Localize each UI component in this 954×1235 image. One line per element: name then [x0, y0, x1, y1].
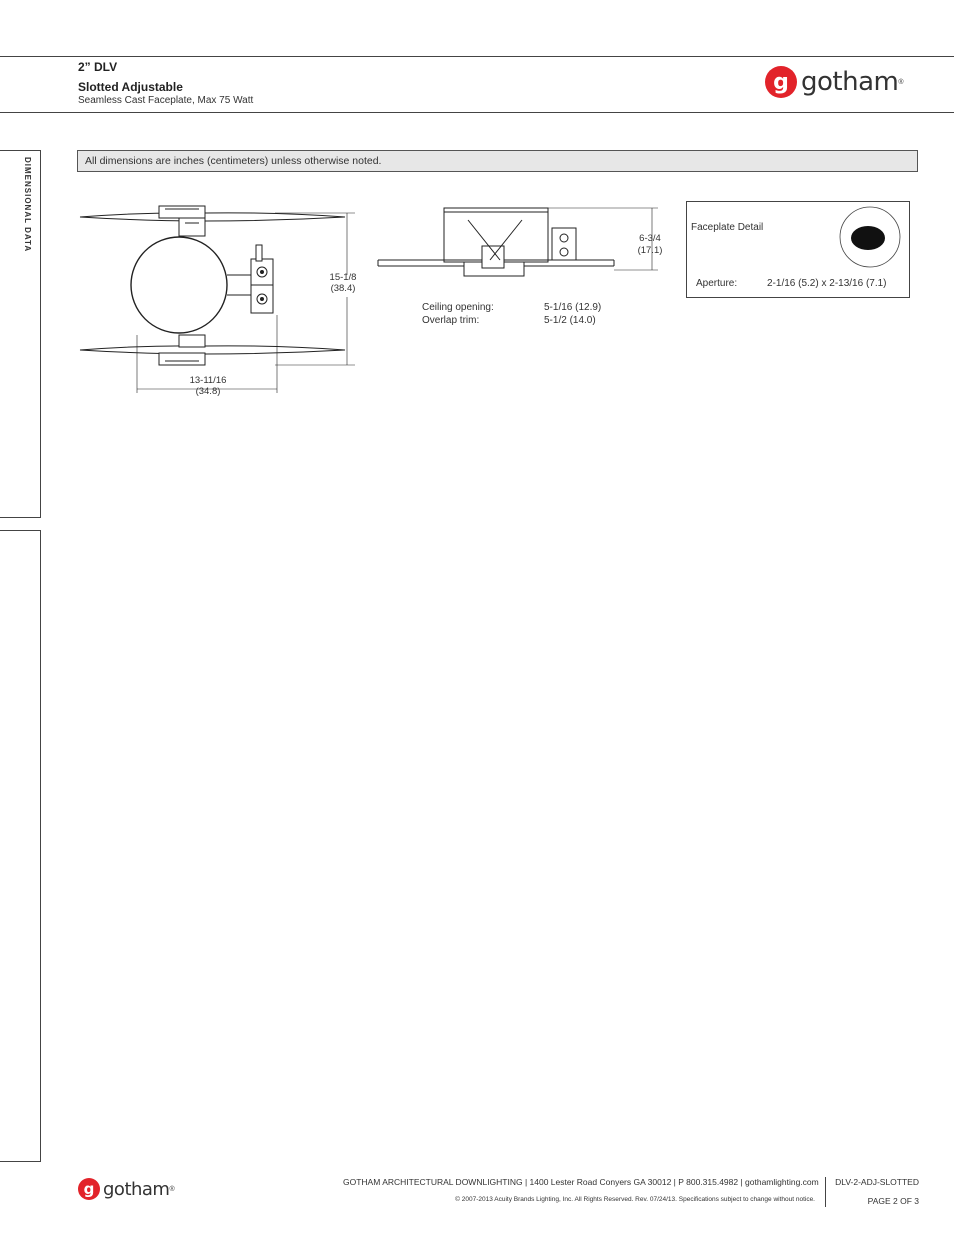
product-title: 2” DLV [78, 60, 118, 74]
aperture-value: 2-1/16 (5.2) x 2-13/16 (7.1) [767, 278, 887, 289]
ceiling-opening-label: Ceiling opening: [422, 302, 494, 313]
faceplate-aperture-drawing [838, 205, 902, 269]
gotham-logo-wordmark: gotham [801, 67, 899, 97]
side-tab-blank [0, 530, 41, 1162]
registered-mark: ® [898, 78, 904, 86]
gotham-logo [765, 66, 904, 98]
footer-copyright: © 2007-2013 Acuity Brands Lighting, Inc. All Rights Reserved. Rev. 07/24/13. Specifications subject to change without notice. [455, 1196, 815, 1203]
ceiling-opening-value: 5-1/16 (12.9) [544, 302, 602, 313]
top-view-height-dim: 15-1/8 [329, 272, 357, 283]
footer-doc-code: DLV-2-ADJ-SLOTTED [835, 1177, 919, 1187]
top-view-diagram [75, 195, 365, 405]
overlap-trim-value: 5-1/2 (14.0) [544, 315, 596, 326]
top-view-height-dim-cm: (38.4) [330, 283, 356, 294]
side-tab-label: DIMENSIONAL DATA [23, 157, 32, 253]
top-view-width-dim-cm: (34.8) [195, 386, 221, 397]
footer-page-number: PAGE 2 OF 3 [867, 1196, 919, 1206]
footer-address: GOTHAM ARCHITECTURAL DOWNLIGHTING | 1400 Lester Road Conyers GA 30012 | P 800.315.4982 | gothamlighting.com [343, 1177, 819, 1187]
overlap-trim-label: Overlap trim: [422, 315, 480, 326]
dimensions-note: All dimensions are inches (centimeters) unless otherwise noted. [77, 150, 918, 172]
faceplate-detail-box [686, 201, 910, 298]
footer-logo-mark: g [78, 1178, 100, 1200]
side-view-diagram [374, 200, 664, 290]
header-bottom-rule [0, 112, 954, 113]
side-view-height-dim: 6-3/4 [639, 233, 661, 244]
side-view-height-dim-cm: (17.1) [637, 245, 663, 256]
aperture-label: Aperture: [696, 278, 738, 289]
footer-divider [825, 1177, 826, 1207]
product-subtitle: Slotted Adjustable [78, 80, 183, 94]
gotham-logo-mark: g [765, 66, 797, 98]
top-view-width-dim: 13-11/16 [189, 375, 227, 386]
footer-registered-mark: ® [169, 1185, 175, 1193]
product-description: Seamless Cast Faceplate, Max 75 Watt [78, 95, 254, 106]
header-top-rule [0, 56, 954, 57]
faceplate-detail-title: Faceplate Detail [691, 222, 764, 233]
footer-gotham-logo [78, 1178, 175, 1200]
footer-logo-wordmark: gotham [103, 1178, 170, 1200]
side-tab-dimensional [0, 150, 41, 518]
